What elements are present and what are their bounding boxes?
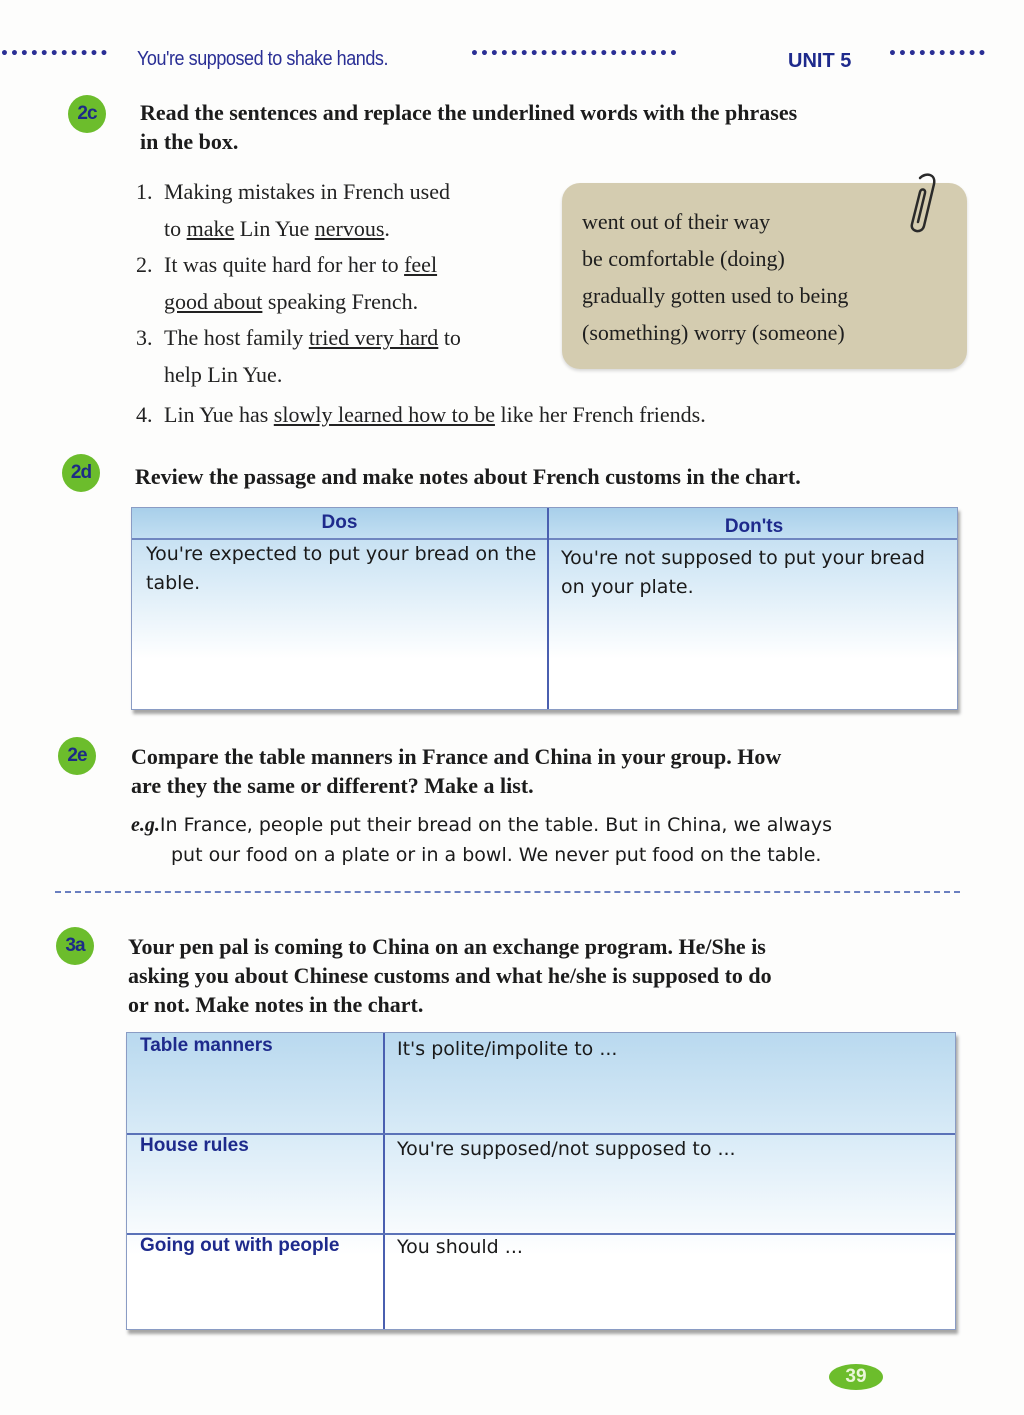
badge-2d: 2d <box>62 454 100 492</box>
badge-3a: 3a <box>56 927 94 965</box>
phrase-item: (something) worry (someone) <box>582 320 845 345</box>
header-dos: Dos <box>321 512 358 533</box>
sentence-3: 3. The host family tried very hard to <box>136 325 461 350</box>
column-divider <box>547 508 549 709</box>
cell-donts[interactable]: You're not supposed to put your bread on your plate. <box>561 547 925 598</box>
unit-label: UNIT 5 <box>788 50 852 72</box>
instruction-2d: Review the passage and make notes about French customs in the chart. <box>135 464 801 489</box>
french-customs-table <box>131 507 958 710</box>
row-label-house-rules: House rules <box>140 1135 249 1156</box>
instruction-3a-line3: or not. Make notes in the chart. <box>128 992 424 1017</box>
page-header <box>0 46 1024 76</box>
paperclip-icon <box>900 170 940 240</box>
sentence-1-cont: to make Lin Yue nervous. <box>164 215 390 241</box>
badge-2e: 2e <box>58 737 96 775</box>
sentence-4: 4. Lin Yue has slowly learned how to be like her French friends. <box>136 402 706 427</box>
header-dots-left: ••••••••••• <box>0 46 110 62</box>
instruction-3a-line1: Your pen pal is coming to China on an exchange program. He/She is <box>128 934 766 959</box>
row-prompt-going-out[interactable]: You should ... <box>397 1236 523 1258</box>
row-label-going-out: Going out with people <box>140 1235 340 1256</box>
sentence-2-cont: good about speaking French. <box>164 288 419 314</box>
instruction-3a-line2: asking you about Chinese customs and what he/she is supposed to do <box>128 963 772 988</box>
underlined-word: good about <box>164 288 263 314</box>
header-donts: Don'ts <box>724 516 784 537</box>
underlined-word: feel <box>404 252 438 277</box>
page-number: 39 <box>829 1364 883 1390</box>
example-label: e.g. <box>131 814 160 836</box>
instruction-2c-line1: Read the sentences and replace the underlined words with the phrases <box>140 100 798 125</box>
underlined-word: make <box>186 215 235 241</box>
instruction-2c <box>140 98 797 156</box>
instruction-2c-line2: in the box. <box>140 129 239 154</box>
underlined-word: nervous <box>314 215 385 241</box>
row-prompt-house-rules[interactable]: You're supposed/not supposed to ... <box>397 1138 736 1160</box>
instruction-3a <box>128 932 772 1019</box>
underlined-word: slowly learned how to be <box>273 402 495 427</box>
row-prompt-table-manners[interactable]: It's polite/impolite to ... <box>397 1038 618 1060</box>
sentence-3-cont: help Lin Yue. <box>164 361 283 387</box>
instruction-2e-line1: Compare the table manners in France and China in your group. How <box>131 744 782 769</box>
sentence-2: 2. It was quite hard for her to feel <box>136 252 438 277</box>
phrase-item: be comfortable (doing) <box>582 246 785 271</box>
sentence-1: 1. Making mistakes in French used <box>136 179 450 204</box>
header-title: You're supposed to shake hands. <box>137 48 389 70</box>
row-label-table-manners: Table manners <box>140 1035 273 1056</box>
column-divider <box>383 1033 385 1329</box>
badge-2c: 2c <box>68 95 106 133</box>
phrase-item: went out of their way <box>582 209 771 234</box>
instruction-2e <box>131 742 781 800</box>
chinese-customs-table <box>126 1032 956 1330</box>
phrase-item: gradually gotten used to being <box>582 283 849 308</box>
instruction-2e-line2: are they the same or different? Make a list. <box>131 773 534 798</box>
header-dots-middle: ••••••••••••••••••••• <box>470 46 679 62</box>
phrase-list <box>582 203 848 351</box>
section-divider <box>55 891 960 893</box>
example-text: e.g.In France, people put their bread on the table. But in China, we always put our food on a plate or in a bowl. We never put food on the table. <box>131 814 832 866</box>
underlined-word: tried very hard <box>308 325 439 350</box>
cell-dos[interactable]: You're expected to put your bread on the table. <box>146 543 537 594</box>
header-dots-right: •••••••••• <box>888 46 988 62</box>
